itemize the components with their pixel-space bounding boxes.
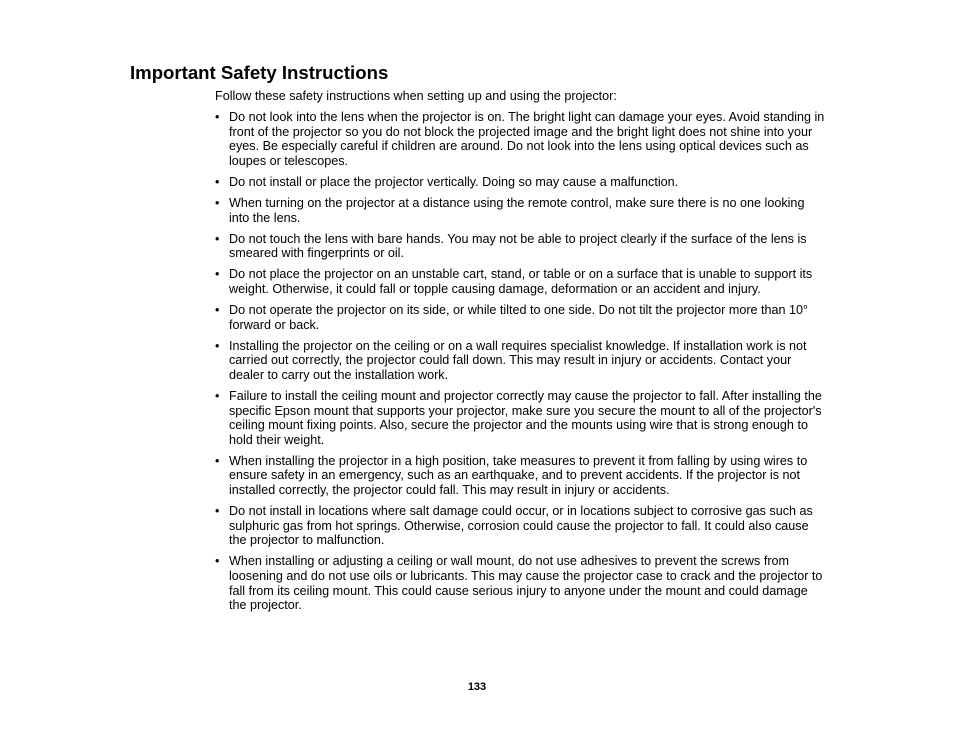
list-item xyxy=(215,389,827,447)
intro-text: Follow these safety instructions when setting up and using the projector: xyxy=(215,89,617,103)
bullet-icon: • xyxy=(215,231,220,246)
safety-instructions-list xyxy=(215,110,827,619)
bullet-icon: • xyxy=(215,453,220,468)
list-item-text: Do not install or place the projector vertically. Doing so may cause a malfunction. xyxy=(229,174,679,189)
list-item-text: When turning on the projector at a distance using the remote control, make sure there is no one looking into the lens. xyxy=(229,195,805,225)
page-number: 133 xyxy=(467,681,487,693)
bullet-icon: • xyxy=(215,303,220,318)
bullet-icon: • xyxy=(215,174,220,189)
bullet-icon: • xyxy=(215,195,220,210)
list-item-text: Do not install in locations where salt damage could occur, or in locations subject to corrosive gas such as sulphuric gas from hot springs. Otherwise, corrosion could cause the projector to fall. It could also cause the projector to malfunction. xyxy=(229,504,813,548)
list-item-text: When installing the projector in a high position, take measures to prevent it from falling by using wires to ensure safety in an emergency, such as an earthquake, and to prevent accidents. If the projector is not installed correctly, the projector could fall. This may result in injury or accidents. xyxy=(229,453,808,498)
list-item xyxy=(215,454,827,498)
list-item xyxy=(215,504,827,548)
bullet-icon: • xyxy=(215,504,220,519)
list-item-text: Do not place the projector on an unstable cart, stand, or table or on a surface that is unable to support its weight. Otherwise, it could fall or topple causing damage, deformation or an accident and injury. xyxy=(229,267,813,296)
list-item-text: Do not operate the projector on its side, or while tilted to one side. Do not tilt the projector more than 10° forward or back. xyxy=(229,303,809,332)
page-title: Important Safety Instructions xyxy=(130,62,389,83)
list-item xyxy=(215,267,827,296)
bullet-icon: • xyxy=(215,338,220,353)
bullet-icon: • xyxy=(215,389,220,403)
list-item xyxy=(215,303,827,332)
list-item-text: Do not look into the lens when the projector is on. The bright light can damage your eyes. Avoid standing in front of the projector so you do not block the projected image and the bright light does not shine into your eyes. Be especially careful if children are around. Do not look into the lens using optical devices such as loupes or telescopes. xyxy=(229,110,825,168)
list-item-text: Do not touch the lens with bare hands. You may not be able to project clearly if the surface of the lens is smeared with fingerprints or oil. xyxy=(229,231,807,261)
bullet-icon: • xyxy=(215,110,220,124)
list-item xyxy=(215,232,827,261)
list-item xyxy=(215,110,827,168)
bullet-icon: • xyxy=(215,267,220,282)
bullet-icon: • xyxy=(215,554,220,569)
list-item xyxy=(215,554,827,612)
list-item-text: Installing the projector on the ceiling or on a wall requires specialist knowledge. If installation work is not carried out correctly, the projector could fall down. This may result in injury or accidents. Contact your dealer to carry out the installation work. xyxy=(229,338,807,382)
list-item xyxy=(215,339,827,383)
list-item xyxy=(215,196,827,225)
list-item xyxy=(215,175,827,190)
list-item-text: Failure to install the ceiling mount and projector correctly may cause the projector to fall. After installing the specific Epson mount that supports your projector, make sure you secure the mount to all of the projector's ceiling mount fixing points. Also, secure the projector and the mounts using wire that is strong enough to hold their weight. xyxy=(229,389,822,447)
list-item-text: When installing or adjusting a ceiling or wall mount, do not use adhesives to prevent the screws from loosening and do not use oils or lubricants. This may cause the projector case to crack and the projector to fall from its ceiling mount. This could cause serious injury to anyone under the mount and could damage the projector. xyxy=(229,554,823,613)
